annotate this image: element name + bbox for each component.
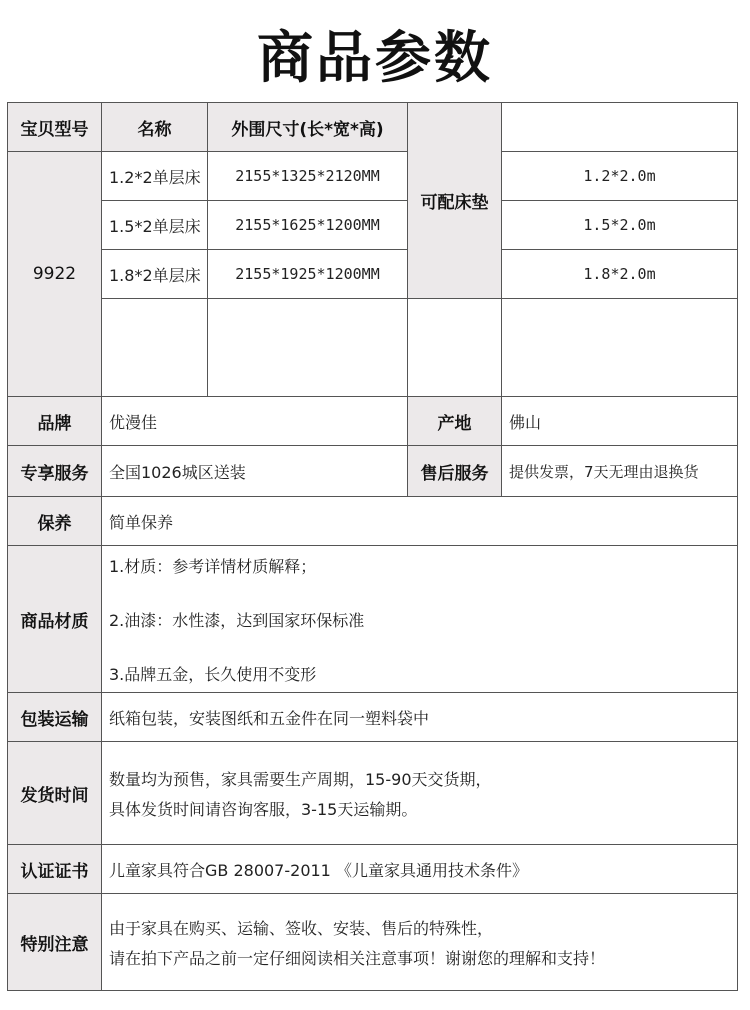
notice-line-1: 由于家具在购买、运输、签收、安装、售后的特殊性， (109, 918, 494, 938)
maintenance-label: 保养 (7, 496, 102, 546)
notice-label: 特别注意 (7, 893, 102, 991)
model-value: 9922 (7, 151, 102, 397)
product-parameter-table (7, 102, 738, 991)
material-value (101, 545, 738, 693)
bed-name-2: 1.5*2单层床 (101, 200, 208, 250)
brand-label: 品牌 (7, 396, 102, 446)
service-value: 全国1026城区送装 (101, 445, 408, 497)
header-name: 名称 (101, 102, 208, 152)
material-line-1: 1.材质：参考详情材质解释； (109, 556, 317, 576)
certification-value: 儿童家具符合GB 28007-2011 《儿童家具通用技术条件》 (101, 844, 738, 894)
bed-name-1: 1.2*2单层床 (101, 151, 208, 201)
packaging-value: 纸箱包装，安装图纸和五金件在同一塑料袋中 (101, 692, 738, 742)
mattress-size-2: 1.5*2.0m (501, 200, 738, 250)
maintenance-value: 简单保养 (101, 496, 738, 546)
bed-size-1: 2155*1325*2120MM (207, 151, 408, 201)
material-line-3: 3.品牌五金，长久使用不变形 (109, 664, 317, 684)
header-size: 外围尺寸(长*宽*高) (207, 102, 408, 152)
shipping-line-1: 数量均为预售，家具需要生产周期，15-90天交货期， (109, 769, 492, 789)
material-line-2: 2.油漆：水性漆，达到国家环保标准 (109, 610, 365, 630)
packaging-label: 包装运输 (7, 692, 102, 742)
mattress-size-1: 1.2*2.0m (501, 151, 738, 201)
after-sales-value: 提供发票，7天无理由退换货 (501, 445, 738, 497)
bed-size-2: 2155*1625*1200MM (207, 200, 408, 250)
notice-line-2: 请在拍下产品之前一定仔细阅读相关注意事项！谢谢您的理解和支持！ (109, 948, 606, 968)
mattress-size-3: 1.8*2.0m (501, 249, 738, 299)
certification-label: 认证证书 (7, 844, 102, 894)
bed-size-3: 2155*1925*1200MM (207, 249, 408, 299)
header-mattress: 可配床垫 (407, 102, 502, 299)
service-label: 专享服务 (7, 445, 102, 497)
shipping-line-2: 具体发货时间请咨询客服，3-15天运输期。 (109, 799, 418, 819)
material-label: 商品材质 (7, 545, 102, 693)
blank-cell-name (101, 298, 208, 397)
blank-cell-mattress (501, 298, 738, 397)
origin-label: 产地 (407, 396, 502, 446)
brand-value: 优漫佳 (101, 396, 408, 446)
bed-name-3: 1.8*2单层床 (101, 249, 208, 299)
shipping-value (101, 741, 738, 845)
page-title: 商品参数 (257, 26, 493, 91)
notice-value (101, 893, 738, 991)
origin-value: 佛山 (501, 396, 738, 446)
header-model: 宝贝型号 (7, 102, 102, 152)
shipping-label: 发货时间 (7, 741, 102, 845)
blank-cell-size (207, 298, 408, 397)
blank-cell-mattress-label (407, 298, 502, 397)
after-sales-label: 售后服务 (407, 445, 502, 497)
mattress-blank-cell (501, 102, 738, 152)
